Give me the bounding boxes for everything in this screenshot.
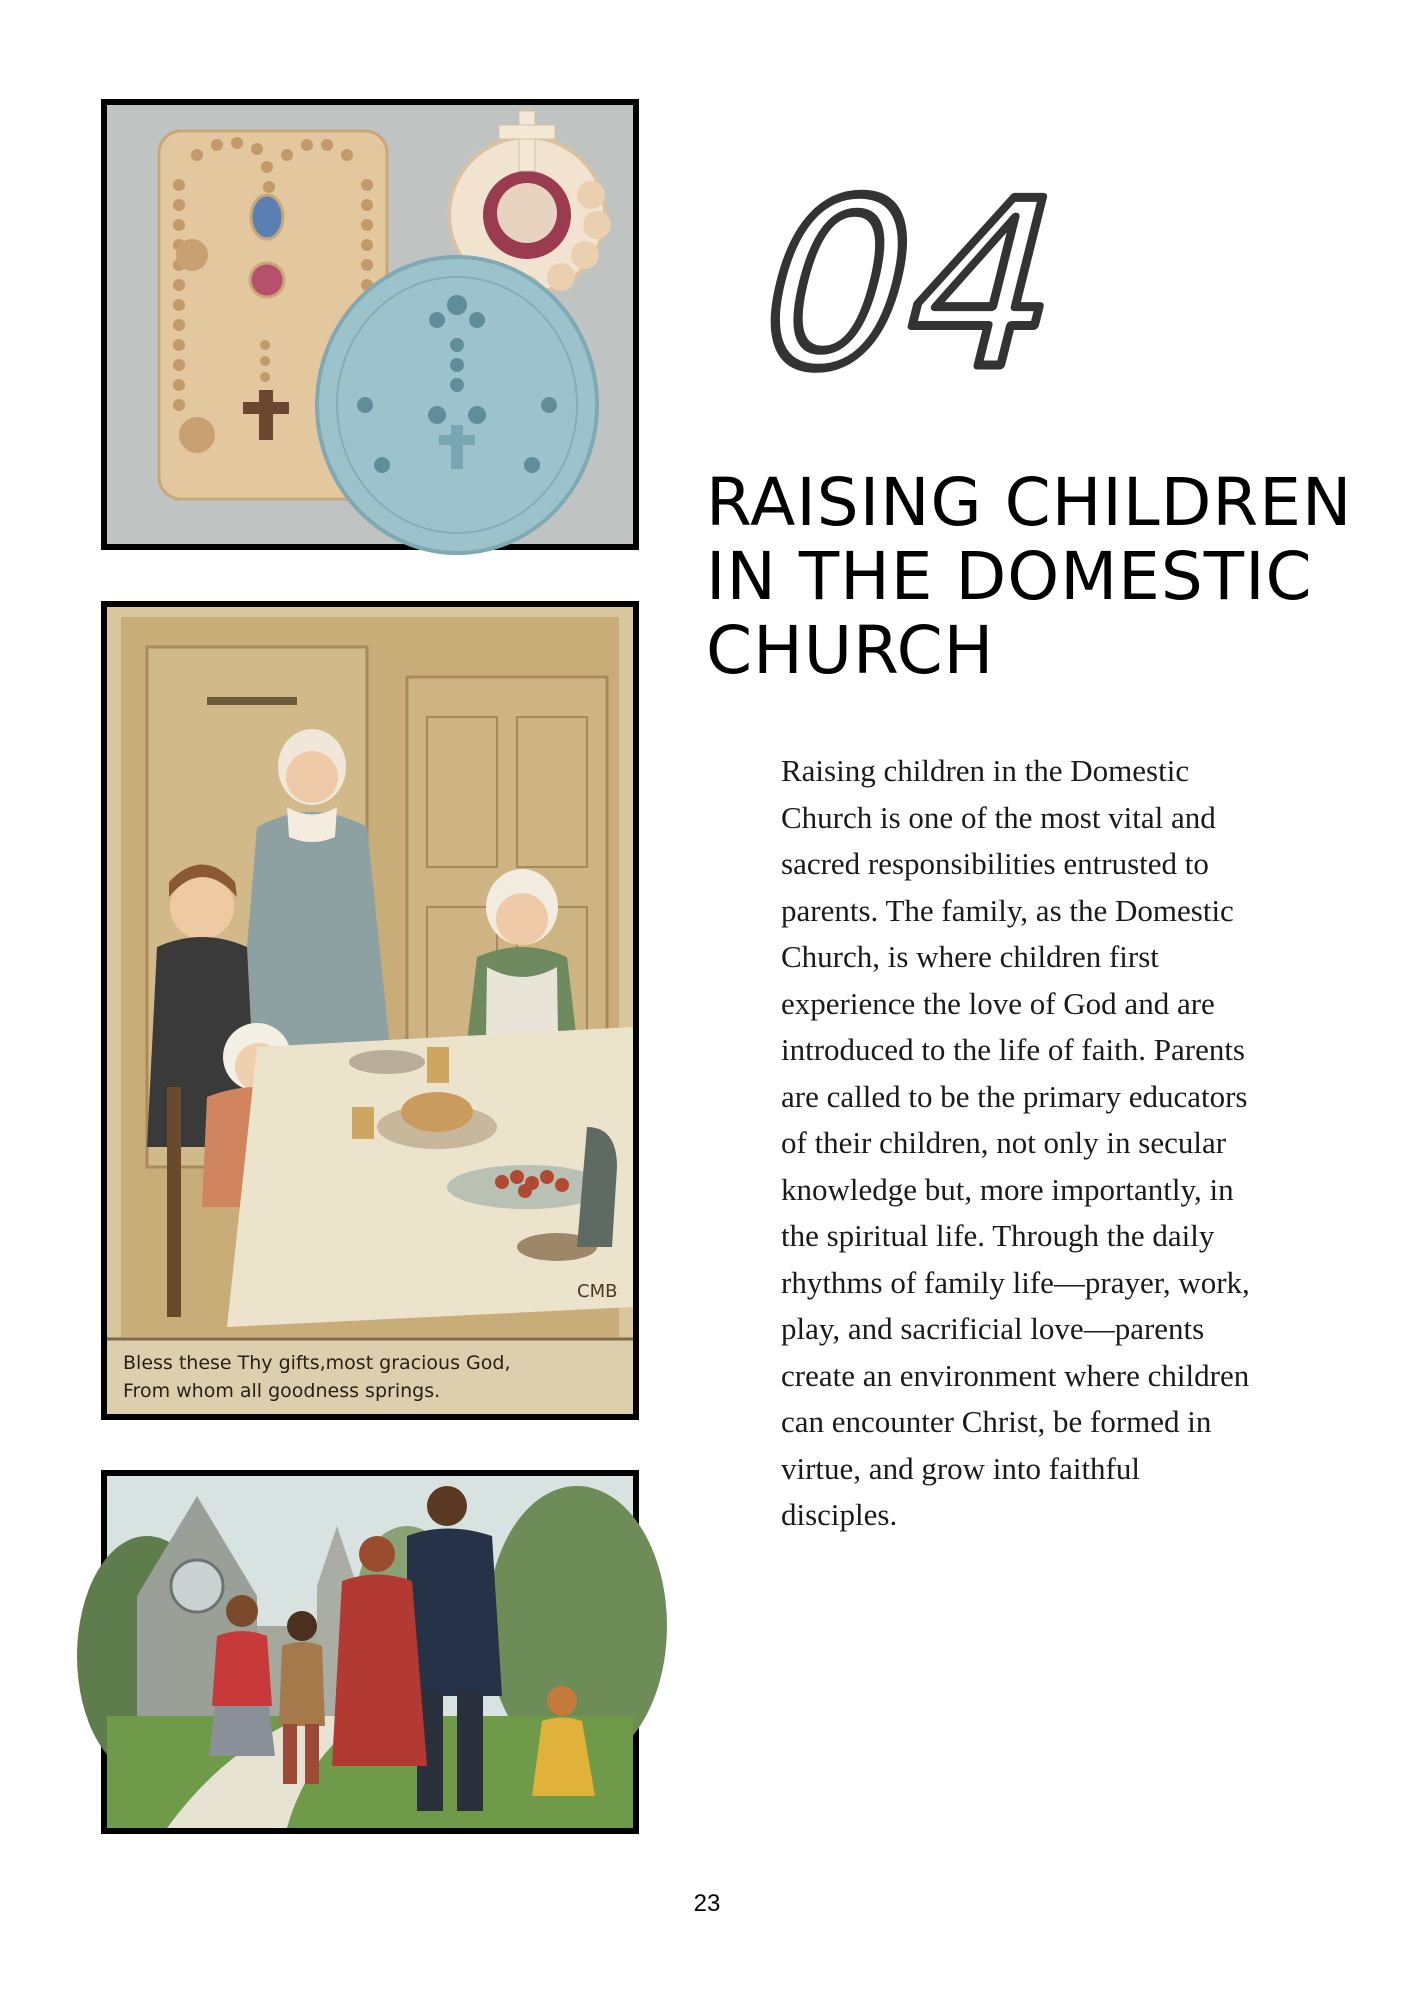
grace-meal-artwork [107, 607, 633, 1414]
body-paragraph: Raising children in the Domestic Church is one of the most vital and sacred responsibilities entrusted to parents. The family, as the Domestic Church, is where children first experience the love of God and are introduced to the life of faith. Parents are called to be the primary educators of their children, not only in secular knowledge but, more importantly, in the spiritual life. Through the daily rhythms of family life—prayer, work, play, and sacrificial love—parents create an environment where children can encounter Christ, be formed in virtue, and grow into faithful disciples. [781, 753, 1250, 1532]
chapter-number-text: 04 [731, 152, 1091, 421]
church-walk-artwork [107, 1476, 633, 1828]
chapter-number-graphic [731, 152, 1091, 421]
rosary-boards-photo [101, 99, 639, 550]
family-walking-to-church-illustration [101, 1470, 639, 1834]
grace-caption-line-2: From whom all goodness springs. [123, 1380, 441, 1402]
page-number: 23 [693, 1890, 721, 1917]
grace-caption-line-1: Bless these Thy gifts,most gracious God, [123, 1352, 511, 1374]
artist-monogram: CMB [577, 1281, 618, 1302]
chapter-title: RAISING CHILDREN IN THE DOMESTIC CHURCH [706, 464, 1353, 689]
rosary-boards-illustration [107, 105, 633, 544]
family-grace-illustration [101, 601, 639, 1420]
chapter-number [731, 152, 1091, 421]
